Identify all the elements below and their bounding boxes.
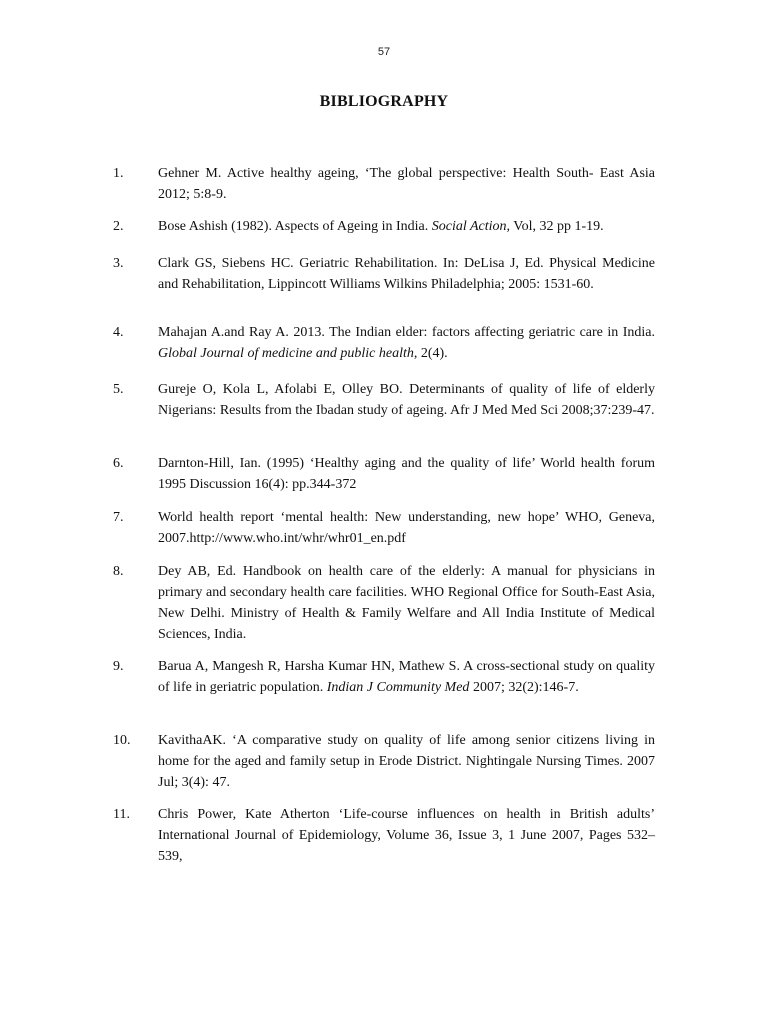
reference-text bbox=[158, 253, 655, 295]
reference-text bbox=[158, 163, 655, 205]
reference-text-segment: Clark GS, Siebens HC. Geriatric Rehabilitation. In: DeLisa J, Ed. Physical Medicine and Rehabilitation, Lippincott Williams Wilkins Philadelphia; 2005: 1531-60. bbox=[158, 256, 655, 292]
reference-number: 11. bbox=[113, 807, 130, 822]
reference-text bbox=[158, 379, 655, 421]
reference-text-segment: Gehner M. Active healthy ageing, ‘The global perspective: Health South- East Asia 2012; 5:8-9. bbox=[158, 166, 655, 202]
reference-text bbox=[158, 216, 655, 237]
reference-text bbox=[158, 804, 655, 867]
reference-number: 5. bbox=[113, 382, 124, 397]
reference-number: 4. bbox=[113, 325, 124, 340]
reference-text-segment: KavithaAK. ‘A comparative study on quality of life among senior citizens living in home for the aged and family setup in Erode District. Nightingale Nursing Times. 2007 Jul; 3(4): 47. bbox=[158, 733, 655, 790]
reference-number: 6. bbox=[113, 456, 124, 471]
reference-text-segment: Barua A, Mangesh R, Harsha Kumar HN, Mathew S. A cross-sectional study on quality of life in geriatric population. bbox=[158, 659, 655, 695]
reference-source-italic: Indian J Community Med bbox=[326, 680, 470, 695]
reference-text bbox=[158, 453, 655, 495]
reference-text-segment: , 2(4). bbox=[413, 346, 448, 361]
page-title: BIBLIOGRAPHY bbox=[319, 93, 449, 110]
reference-text bbox=[158, 561, 655, 645]
reference-number: 9. bbox=[113, 659, 124, 674]
reference-text-segment: Vol, 32 pp 1-19. bbox=[510, 219, 604, 234]
reference-source-italic: Global Journal of medicine and public health bbox=[158, 346, 414, 361]
reference-text-segment: Gureje O, Kola L, Afolabi E, Olley BO. Determinants of quality of life of elderly Nigerians: Results from the Ibadan study of ageing. Afr J Med Med Sci 2008;37:239-47. bbox=[158, 382, 655, 418]
reference-text bbox=[158, 656, 655, 698]
reference-number: 10. bbox=[113, 733, 131, 748]
reference-number: 2. bbox=[113, 219, 124, 234]
reference-number: 8. bbox=[113, 564, 124, 579]
reference-text-segment: Bose Ashish (1982). Aspects of Ageing in India. bbox=[158, 219, 432, 234]
reference-text-segment: Dey AB, Ed. Handbook on health care of the elderly: A manual for physicians in primary and secondary health care facilities. WHO Regional Office for South-East Asia, New Delhi. Ministry of Health & Family Welfare and All India Institute of Medical Sciences, India. bbox=[158, 564, 655, 642]
reference-text bbox=[158, 507, 655, 549]
reference-number: 7. bbox=[113, 510, 124, 525]
reference-text-segment: Mahajan A.and Ray A. 2013. The Indian elder: factors affecting geriatric care in India. bbox=[158, 325, 655, 340]
reference-text-segment: World health report ‘mental health: New understanding, new hope’ WHO, Geneva, 2007.http://www.who.int/whr/whr01_en.pdf bbox=[158, 510, 655, 546]
reference-text-segment: Darnton-Hill, Ian. (1995) ‘Healthy aging and the quality of life’ World health forum 1995 Discussion 16(4): pp.344-372 bbox=[158, 456, 655, 492]
reference-text-segment: Chris Power, Kate Atherton ‘Life-course influences on health in British adults’ International Journal of Epidemiology, Volume 36, Issue 3, 1 June 2007, Pages 532–539, bbox=[158, 807, 655, 864]
page-number: 57 bbox=[377, 46, 391, 58]
reference-source-italic: Social Action, bbox=[431, 219, 511, 234]
reference-text bbox=[158, 322, 655, 364]
reference-number: 1. bbox=[113, 166, 124, 181]
reference-number: 3. bbox=[113, 256, 124, 271]
reference-text bbox=[158, 730, 655, 793]
reference-text-segment: 2007; 32(2):146-7. bbox=[469, 680, 579, 695]
